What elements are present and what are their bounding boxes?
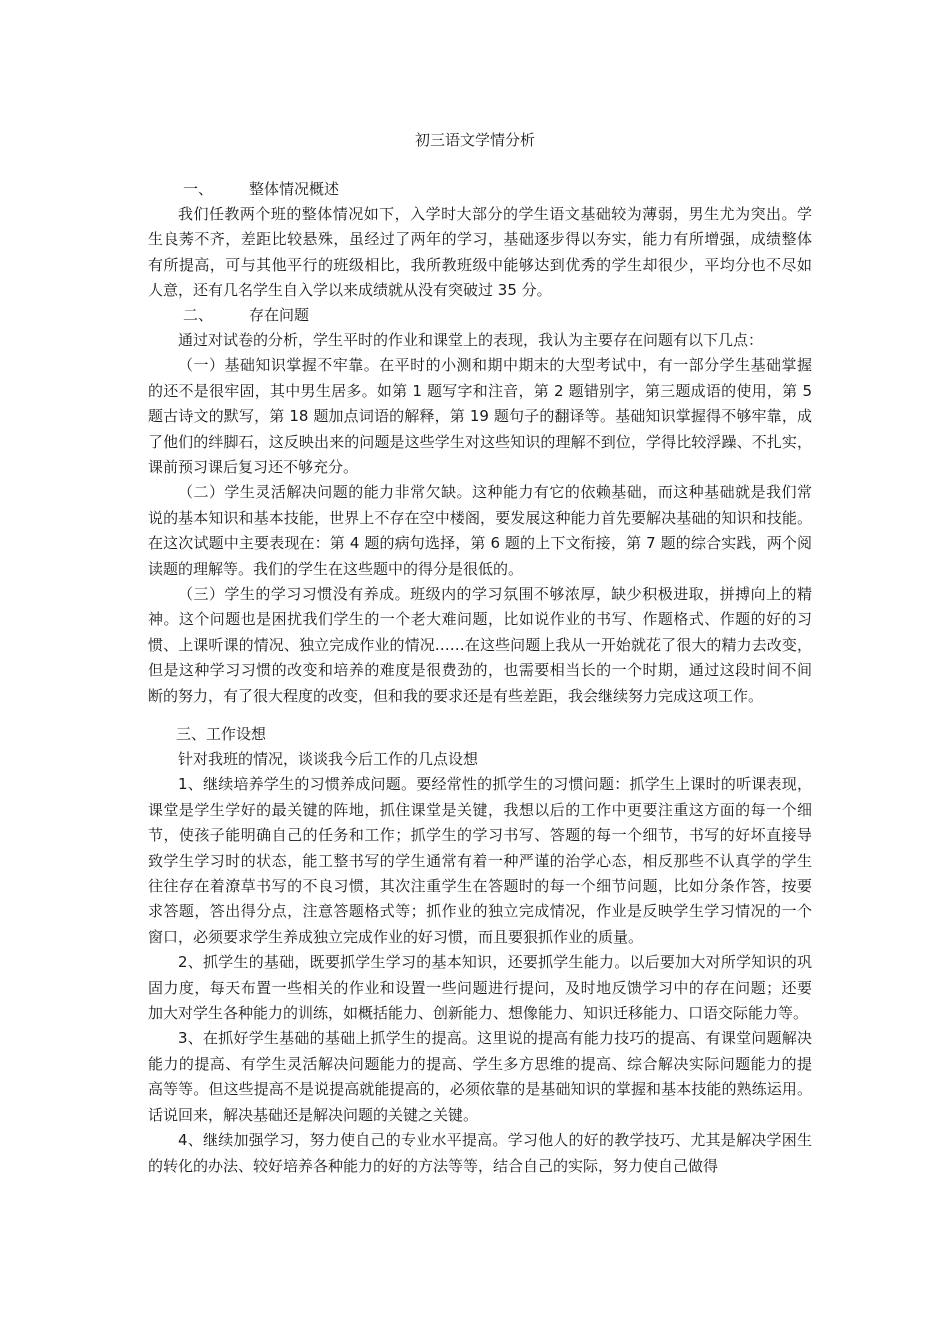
section-heading: [183, 303, 309, 327]
section-number: 二、: [183, 306, 214, 324]
document-title: 初三语文学情分析: [414, 131, 535, 149]
paragraph: （二）学生灵活解决问题的能力非常欠缺。这种能力有它的依赖基础，而这种基础就是我们常 说的基本知识和基本技能，世界上不存在空中楼阁，要发展这种能力首先要解决基础的知识和技能。 在这次试题中主要表现在：第 4 题的病句选择，第 6 题的上下文衔接，第 7 题的综合实践，两个阅 读题的理解等。我们的学生在这些题中的得分是很低的。: [148, 483, 812, 578]
section-title: 整体情况概述: [249, 180, 340, 198]
section-title: 存在问题: [249, 306, 310, 324]
paragraph: （三）学生的学习习惯没有养成。班级内的学习氛围不够浓厚，缺少积极进取，拼搏向上的精 神。这个问题也是困扰我们学生的一个老大难问题，比如说作业的书写、作题格式、作题的好的习 惯、上课听课的情况、独立完成作业的情况……在这些问题上我从一开始就花了很大的精力去改变， 但是这种学习习惯的改变和培养的难度是很费劲的，也需要相当长的一个时期，通过这段时间不间 断的努力，有了很大程度的改变，但和我的要求还是有些差距，我会继续努力完成这项工作。: [148, 585, 812, 705]
paragraph: 通过对试卷的分析，学生平时的作业和课堂上的表现，我认为主要存在问题有以下几点：: [178, 331, 764, 349]
section-body: [148, 328, 812, 709]
paragraph: 2、抓学生的基础，既要抓学生学习的基本知识，还要抓学生能力。以后要加大对所学知识的巩 固力度，每天布置一些相关的作业和设置一些问题进行提问，及时地反馈学习中的存在问题；还要 加大对学生各种能力的训练，如概括能力、创新能力、想像能力、知识迁移能力、口语交际能力等。: [148, 953, 812, 1023]
paragraph: 我们任教两个班的整体情况如下，入学时大部分的学生语文基础较为薄弱，男生尤为突出。学 生良莠不齐，差距比较悬殊，虽经过了两年的学习，基础逐步得以夯实，能力有所增强，成绩整体 有所提高，可与其他平行的班级相比，我所教班级中能够达到优秀的学生却很少，平均分也不尽如 人意，还有几名学生自入学以来成绩就从没有突破过 35 分。: [148, 205, 812, 300]
section-number: 三、: [176, 725, 207, 743]
paragraph: 针对我班的情况，谈谈我今后工作的几点设想: [178, 750, 479, 768]
section-heading: [183, 177, 339, 201]
paragraph: 4、继续加强学习，努力使自己的专业水平提高。学习他人的好的教学技巧、尤其是解决学困生 的转化的办法、较好培养各种能力的好的方法等等，结合自己的实际，努力使自己做得: [148, 1131, 812, 1175]
paragraph: 1、继续培养学生的习惯养成问题。要经常性的抓学生的习惯问题：抓学生上课时的听课表现， 课堂是学生学好的最关键的阵地，抓住课堂是关键，我想以后的工作中更要注重这方面的每一个细 节，使孩子能明确自己的任务和工作；抓学生的学习书写、答题的每一个细节，书写的好坏直接导 致学生学习时的状态，能工整书写的学生通常有着一种严谨的治学心态，相反那些不认真学的学生 往往存在着潦草书写的不良习惯，其次注重学生在答题时的每一个细节问题，比如分条作答，按要 求答题，答出得分点，注意答题格式等；抓作业的独立完成情况，作业是反映学生学习情况的一个 窗口，必须要求学生养成独立完成作业的好习惯，而且要狠抓作业的质量。: [148, 775, 812, 946]
section-heading: [176, 722, 266, 746]
section-number: 一、: [183, 180, 214, 198]
paragraph: 3、在抓好学生基础的基础上抓学生的提高。这里说的提高有能力技巧的提高、有课堂问题解决 能力的提高、有学生灵活解决问题能力的提高、学生多方思维的提高、综合解决实际问题能力的提 高等等。但这些提高不是说提高就能提高的，必须依靠的是基础知识的掌握和基本技能的熟练运用。 话说回来，解决基础还是解决问题的关键之关键。: [148, 1029, 812, 1124]
paragraph: （一）基础知识掌握不牢靠。在平时的小测和期中期末的大型考试中，有一部分学生基础掌握 的还不是很牢固，其中男生居多。如第 1 题写字和注音，第 2 题错别字，第三题成语的使用，第 5 题古诗文的默写，第 18 题加点词语的解释，第 19 题句子的翻译等。基础知识掌握得不够牢靠，成 了他们的绊脚石，这反映出来的问题是这些学生对这些知识的理解不到位，学得比较浮躁、不扎实， 课前预习课后复习还不够充分。: [148, 356, 812, 477]
section-body: [148, 747, 812, 1179]
section-body: [148, 202, 812, 304]
section-title: 工作设想: [206, 725, 267, 743]
